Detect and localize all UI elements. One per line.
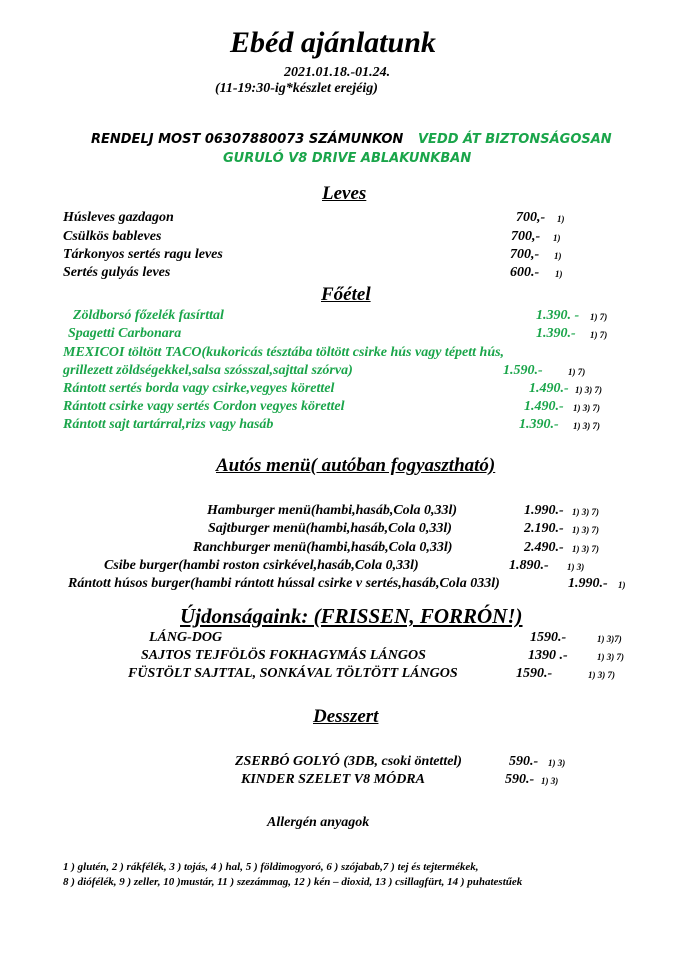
- menu-item-name: LÁNG-DOG: [149, 630, 223, 645]
- section-title-foetel: Főétel: [321, 284, 371, 305]
- menu-item-price: 1.390.-: [519, 417, 559, 432]
- menu-item-allergens: 1) 3): [567, 562, 585, 572]
- menu-item-name: ZSERBÓ GOLYÓ (3DB, csoki öntettel): [235, 754, 462, 769]
- menu-item-price: 700,-: [511, 229, 541, 244]
- menu-item-allergens: 1) 3) 7): [573, 403, 600, 413]
- section-title-autos: Autós menü( autóban fogyasztható): [216, 455, 496, 476]
- menu-item-allergens: 1) 3) 7): [572, 525, 599, 535]
- menu-item-name: Húsleves gazdagon: [63, 210, 174, 225]
- menu-item-name: MEXICOI töltött TACO(kukoricás tésztába töltött csirke hús vagy tépett hús,: [63, 345, 505, 360]
- menu-item-name: Zöldborsó főzelék fasírttal: [73, 308, 224, 323]
- menu-item-name: SAJTOS TEJFÖLÖS FOKHAGYMÁS LÁNGOS: [141, 648, 426, 663]
- pickup-line-1: VEDD ÁT BIZTONSÁGOSAN: [418, 132, 612, 147]
- menu-item-allergens: 1) 3): [548, 758, 566, 768]
- menu-item-price: 1590.-: [530, 630, 567, 645]
- menu-item-price: 1.390. -: [536, 308, 580, 323]
- menu-item-allergens: 1): [618, 580, 626, 590]
- menu-item-name: Csülkös bableves: [63, 229, 162, 244]
- menu-item-price: 1590.-: [516, 666, 553, 681]
- menu-item-allergens: 1) 3)7): [597, 634, 622, 644]
- allergen-legend-line: 1 ) glutén, 2 ) rákfélék, 3 ) tojás, 4 ) hal, 5 ) földimogyoró, 6 ) szójabab,7 ) tej és tejtermékek,: [63, 861, 479, 873]
- page-title: Ebéd ajánlatunk: [230, 26, 436, 59]
- menu-item-allergens: 1) 3) 7): [588, 670, 615, 680]
- menu-item-allergens: 1) 3) 7): [573, 421, 600, 431]
- opening-hours: (11-19:30-ig*készlet erejéig): [215, 81, 378, 96]
- pickup-line-2: GURULÓ V8 DRIVE ABLAKUNKBAN: [223, 151, 472, 166]
- menu-item-allergens: 1) 7): [568, 367, 586, 377]
- menu-item-name: Hamburger menü(hambi,hasáb,Cola 0,33l): [207, 503, 458, 518]
- menu-item-allergens: 1) 7): [590, 312, 608, 322]
- menu-item-name: Csibe burger(hambi roston csirkével,hasáb,Cola 0,33l): [104, 558, 419, 573]
- menu-item-name: Ranchburger menü(hambi,hasáb,Cola 0,33l): [193, 540, 453, 555]
- menu-item-allergens: 1) 3) 7): [575, 385, 602, 395]
- date-range: 2021.01.18.-01.24.: [284, 65, 391, 80]
- menu-item-allergens: 1) 3) 7): [572, 544, 599, 554]
- menu-item-name: Sertés gulyás leves: [63, 265, 171, 280]
- section-title-ujdonsagok: Újdonságaink: (FRISSEN, FORRÓN!): [180, 604, 523, 628]
- menu-item-allergens: 1): [557, 214, 565, 224]
- menu-item-name: FÜSTÖLT SAJTTAL, SONKÁVAL TÖLTÖTT LÁNGOS: [128, 666, 458, 681]
- menu-item-name: Rántott sajt tartárral,rizs vagy hasáb: [63, 417, 274, 432]
- menu-item-price: 700,-: [510, 247, 540, 262]
- menu-item-allergens: 1): [554, 251, 562, 261]
- menu-item-name: Spagetti Carbonara: [68, 326, 182, 341]
- menu-item-price: 590.-: [509, 754, 539, 769]
- section-title-leves: Leves: [322, 183, 367, 204]
- menu-item-price: 590.-: [505, 772, 535, 787]
- menu-item-allergens: 1): [555, 269, 563, 279]
- section-title-desszert: Desszert: [313, 706, 379, 727]
- menu-item-price: 1.390.-: [536, 326, 576, 341]
- menu-item-price: 1.990.-: [524, 503, 564, 518]
- menu-item-price: 1.990.-: [568, 576, 608, 591]
- menu-item-name: Rántott húsos burger(hambi rántott hússal csirke v sertés,hasáb,Cola 033l): [68, 576, 500, 591]
- allergen-title: Allergén anyagok: [267, 815, 370, 830]
- menu-item-price: 2.190.-: [524, 521, 564, 536]
- menu-item-price: 1.490.-: [529, 381, 569, 396]
- menu-item-name: Rántott sertés borda vagy csirke,vegyes körettel: [63, 381, 335, 396]
- menu-item-name: Rántott csirke vagy sertés Cordon vegyes körettel: [63, 399, 345, 414]
- menu-item-name: KINDER SZELET V8 MÓDRA: [241, 772, 425, 787]
- allergen-legend-line: 8 ) diófélék, 9 ) zeller, 10 )mustár, 11 ) szezámmag, 12 ) kén – dioxid, 13 ) csillagfürt, 14 ) puhatestűek: [63, 876, 523, 888]
- menu-item-price: 1390 .-: [528, 648, 568, 663]
- menu-item-name: Sajtburger menü(hambi,hasáb,Cola 0,33l): [208, 521, 452, 536]
- menu-item-price: 1.890.-: [509, 558, 549, 573]
- order-phone-line: RENDELJ MOST 06307880073 SZÁMUNKON: [91, 132, 404, 147]
- menu-item-allergens: 1) 3) 7): [572, 507, 599, 517]
- menu-item-name: Tárkonyos sertés ragu leves: [63, 247, 223, 262]
- menu-item-allergens: 1) 3): [541, 776, 559, 786]
- menu-item-price: 1.590.-: [503, 363, 543, 378]
- menu-item-name: grillezett zöldségekkel,salsa szósszal,sajttal szórva): [63, 363, 353, 378]
- menu-item-price: 2.490.-: [524, 540, 564, 555]
- menu-item-allergens: 1) 7): [590, 330, 608, 340]
- menu-item-allergens: 1): [553, 233, 561, 243]
- menu-item-allergens: 1) 3) 7): [597, 652, 624, 662]
- menu-item-price: 600.-: [510, 265, 540, 280]
- menu-item-price: 700,-: [516, 210, 546, 225]
- menu-item-price: 1.490.-: [524, 399, 564, 414]
